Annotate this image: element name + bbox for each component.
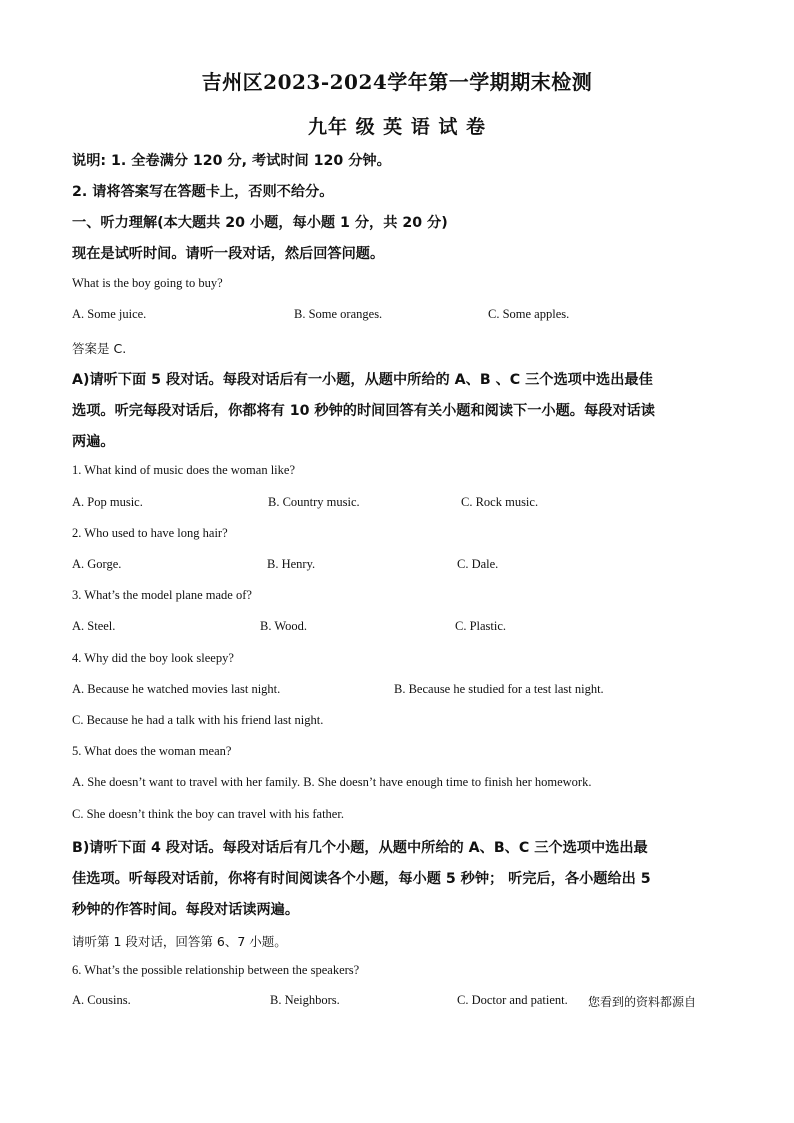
- dialogue-1-intro: 请听第 1 段对话，回答第 6、7 小题。: [72, 934, 287, 949]
- exam-title: 吉州区2023-2024学年第一学期期末检测: [201, 70, 593, 94]
- question-2-option-c: C. Dale.: [457, 557, 499, 571]
- note-2: 2. 请将答案写在答题卡上，否则不给分。: [72, 184, 334, 200]
- trial-question: What is the boy going to buy?: [72, 276, 223, 290]
- question-3-option-c: C. Plastic.: [455, 619, 507, 633]
- question-4: 4. Why did the boy look sleepy?: [72, 651, 234, 665]
- part-a-instructions-line-2: 选项。听完每段对话后，你都将有 10 秒钟的时间回答有关小题和阅读下一小题。每段对话读: [72, 403, 655, 419]
- exam-subtitle: 九年 级 英 语 试 卷: [307, 116, 487, 138]
- part-b-instructions-line-1: B)请听下面 4 段对话。每段对话后有几个小题，从题中所给的 A、B、C 三个选项中选出最: [72, 840, 648, 856]
- part-a-instructions-line-1: A)请听下面 5 段对话。每段对话后有一小题，从题中所给的 A、B 、C 三个选项中选出最佳: [72, 372, 653, 388]
- question-6: 6. What’s the possible relationship between the speakers?: [72, 963, 360, 977]
- trial-intro: 现在是试听时间。请听一段对话，然后回答问题。: [72, 246, 385, 262]
- trial-answer: 答案是 C.: [72, 341, 127, 356]
- question-3-option-a: A. Steel.: [72, 619, 116, 633]
- question-6-option-a: A. Cousins.: [72, 993, 131, 1007]
- part-b-instructions-line-2: 佳选项。听每段对话前，你将有时间阅读各个小题，每小题 5 秒钟； 听完后，各小题给出 5: [72, 871, 651, 887]
- question-4-option-c: C. Because he had a talk with his friend last night.: [72, 713, 324, 727]
- question-2: 2. Who used to have long hair?: [72, 526, 228, 540]
- question-1-option-c: C. Rock music.: [461, 495, 539, 509]
- question-5-option-c: C. She doesn’t think the boy can travel with his father.: [72, 807, 344, 821]
- question-1: 1. What kind of music does the woman like?: [72, 463, 295, 477]
- question-4-option-b: B. Because he studied for a test last night.: [394, 682, 604, 696]
- question-3-option-b: B. Wood.: [260, 619, 308, 633]
- trial-option-a: A. Some juice.: [72, 307, 147, 321]
- question-2-option-a: A. Gorge.: [72, 557, 122, 571]
- trial-option-c: C. Some apples.: [488, 307, 570, 321]
- question-1-option-b: B. Country music.: [268, 495, 360, 509]
- part-a-instructions-line-3: 两遍。: [72, 434, 115, 450]
- question-5: 5. What does the woman mean?: [72, 744, 232, 758]
- part-b-instructions-line-3: 秒钟的作答时间。每段对话读两遍。: [72, 902, 300, 918]
- trial-option-b: B. Some oranges.: [294, 307, 383, 321]
- question-5-options-ab: A. She doesn’t want to travel with her family. B. She doesn’t have enough time to finish her homework.: [72, 775, 592, 789]
- question-2-option-b: B. Henry.: [267, 557, 316, 571]
- question-6-option-c: C. Doctor and patient.: [457, 993, 568, 1007]
- question-4-option-a: A. Because he watched movies last night.: [72, 682, 281, 696]
- question-1-option-a: A. Pop music.: [72, 495, 143, 509]
- section-heading: 一、听力理解(本大题共 20 小题，每小题 1 分，共 20 分): [72, 215, 448, 231]
- question-3: 3. What’s the model plane made of?: [72, 588, 252, 602]
- question-6-option-b: B. Neighbors.: [270, 993, 340, 1007]
- note-1: 说明: 1. 全卷满分 120 分, 考试时间 120 分钟。: [72, 153, 391, 169]
- watermark-text: 您看到的资料都源自: [588, 995, 697, 1009]
